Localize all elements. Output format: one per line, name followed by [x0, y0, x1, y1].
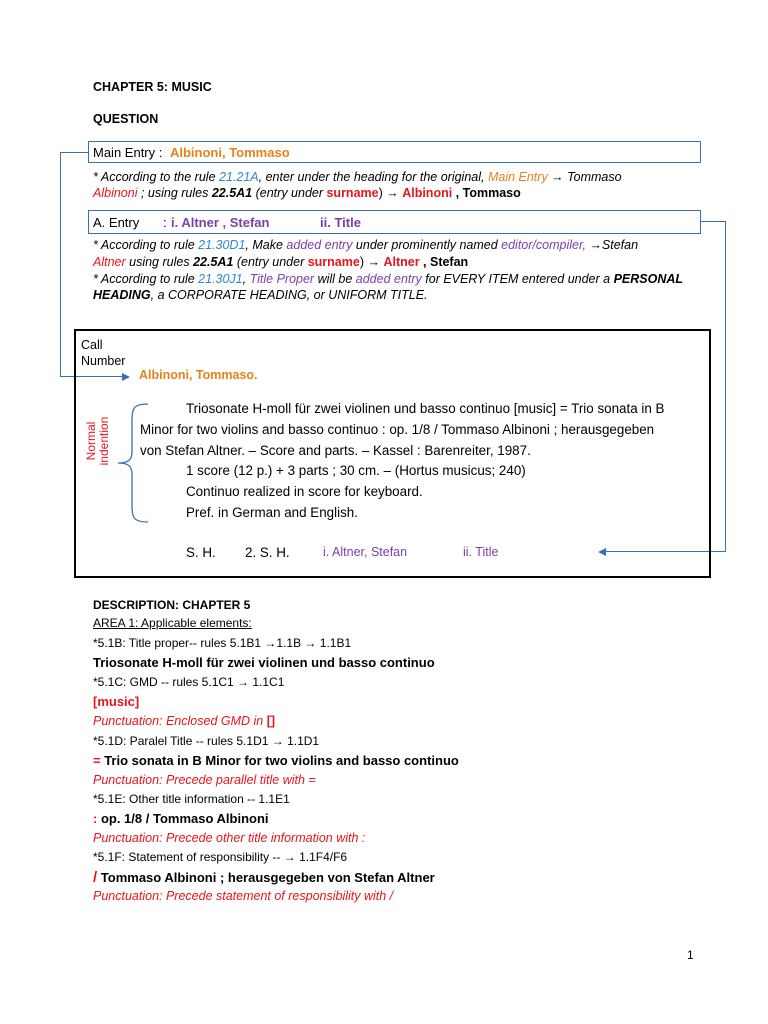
note-text: under prominently named [352, 238, 502, 252]
note-text: ) → [359, 255, 384, 269]
tracing-sh-1: S. H. [186, 545, 216, 560]
added-entry-label: A. Entry [93, 215, 140, 230]
main-entry-note-line2 [93, 186, 521, 200]
card-collation: 1 score (12 p.) + 3 parts ; 30 cm. – (Hortus musicus; 240) [186, 463, 526, 478]
curly-brace-icon [112, 402, 152, 524]
value-other-title [93, 811, 269, 826]
note-text: * According to the rule [93, 170, 219, 184]
forename-value: , Tommaso [452, 186, 521, 200]
note-text: will be [314, 272, 356, 286]
connector-added-top [701, 221, 726, 222]
punct-symbol: : [93, 811, 98, 826]
connector-main-top [60, 152, 89, 153]
punct-parallel-title: Punctuation: Precede parallel title with = [93, 773, 316, 787]
added-entry-note-line3 [93, 272, 683, 286]
call-number-label [81, 337, 125, 369]
name-term: Altner [93, 255, 126, 269]
note-text: * According to rule [93, 272, 199, 286]
personal-term: PERSONAL [613, 272, 684, 286]
description-title: DESCRIPTION: CHAPTER 5 [93, 598, 251, 612]
note-text: using rules [125, 255, 194, 269]
punct-responsibility: Punctuation: Precede statement of responsibility with / [93, 889, 394, 903]
note-text: for EVERY ITEM entered under a [421, 272, 614, 286]
tracing-sh-2: 2. S. H. [245, 545, 290, 560]
value-parallel-title [93, 753, 459, 768]
main-entry-label: Main Entry : [93, 145, 163, 160]
title-proper-term: Title Proper [249, 272, 315, 286]
note-text: →Stefan [585, 238, 639, 252]
card-body-line-3: von Stefan Altner. – Score and parts. – Kassel : Barenreiter, 1987. [140, 443, 531, 458]
note-text: → Tommaso [547, 170, 622, 184]
added-entry-term: added entry [286, 238, 353, 252]
punct-symbol: / [93, 869, 98, 886]
punct-other-title: Punctuation: Precede other title information with : [93, 831, 366, 845]
card-note-1: Continuo realized in score for keyboard. [186, 484, 423, 499]
added-entry-note-line4 [93, 288, 428, 302]
note-text: , a CORPORATE HEADING, or UNIFORM TITLE. [150, 288, 428, 302]
note-text: (entry under [252, 186, 327, 200]
note-text: (entry under [233, 255, 308, 269]
tracing-added-2: ii. Title [463, 545, 499, 559]
rule-other-title: *5.1E: Other title information -- 1.1E1 [93, 792, 290, 806]
punct-symbol: [] [266, 714, 276, 728]
other-title-text: op. 1/8 / Tommaso Albinoni [97, 811, 269, 826]
call-label-line: Call [81, 338, 103, 352]
added-entry-term: added entry [355, 272, 422, 286]
main-entry-row [93, 145, 290, 160]
note-text: ; using rules [137, 186, 212, 200]
card-heading: Albinoni, Tommaso. [139, 368, 258, 382]
value-gmd: [music] [93, 694, 140, 709]
punct-symbol: = [93, 753, 101, 768]
punct-text: Punctuation: Enclosed GMD in [93, 714, 267, 728]
added-entry-colon: : [163, 215, 167, 230]
punct-gmd [93, 714, 275, 728]
value-responsibility [93, 869, 435, 886]
side-label-line: indention [97, 416, 111, 466]
card-note-2: Pref. in German and English. [186, 505, 358, 520]
rule-title-proper: *5.1B: Title proper-- rules 5.1B1 →1.1B → 1.1B1 [93, 636, 352, 650]
surname-term: surname [326, 186, 379, 200]
card-body-line-2: Minor for two violins and basso continuo : op. 1/8 / Tommaso Albinoni ; herausgegeben [140, 422, 655, 437]
note-text: , enter under the heading for the original, [258, 170, 488, 184]
rule-gmd: *5.1C: GMD -- rules 5.1C1 → 1.1C1 [93, 675, 285, 689]
side-label-line: Normal [84, 421, 98, 461]
rule-ref: 21.30D1 [198, 238, 246, 252]
rule-ref: 21.21A [219, 170, 259, 184]
rule-ref: 22.5A1 [211, 186, 253, 200]
forename-value: , Stefan [419, 255, 469, 269]
rule-parallel-title: *5.1D: Paralel Title -- rules 5.1D1 → 1.1D1 [93, 734, 320, 748]
question-heading: QUESTION [93, 112, 159, 126]
main-entry-note-line1 [93, 170, 622, 184]
surname-value: Albinoni [402, 186, 453, 200]
added-entry-note-line1 [93, 238, 638, 252]
added-entry-item-2: ii. Title [320, 215, 361, 230]
surname-value: Altner [383, 255, 420, 269]
editor-term: editor/compiler, [501, 238, 586, 252]
connector-added-vertical [725, 221, 726, 552]
responsibility-text: Tommaso Albinoni ; herausgegeben von Stefan Altner [97, 870, 435, 885]
surname-term: surname [307, 255, 360, 269]
tracing-added-1 [323, 545, 407, 559]
connector-main-vertical [60, 152, 61, 377]
note-text: * According to rule [93, 238, 199, 252]
main-entry-term: Main Entry [487, 170, 548, 184]
main-entry-value: Albinoni, Tommaso [169, 145, 290, 160]
call-label-line: Number [81, 354, 126, 368]
tracing-added-1-text: i. Altner, Stefan [323, 545, 408, 559]
heading-term: HEADING [93, 288, 151, 302]
value-title-proper: Triosonate H-moll für zwei violinen und basso continuo [93, 655, 435, 670]
chapter-title: CHAPTER 5: MUSIC [93, 80, 212, 94]
note-text: ) → [378, 186, 403, 200]
page-number: 1 [687, 948, 694, 962]
rule-responsibility: *5.1F: Statement of responsibility -- → 1.1F4/F6 [93, 850, 348, 864]
added-entry-note-line2 [93, 255, 468, 269]
added-entry-item-1: i. Altner , Stefan [171, 215, 270, 230]
note-text: , Make [245, 238, 287, 252]
name-term: Albinoni [93, 186, 138, 200]
area-heading: AREA 1: Applicable elements: [93, 616, 252, 630]
normal-indention-label [85, 401, 111, 481]
card-body-line-1: Triosonate H-moll für zwei violinen und basso continuo [music] = Trio sonata in B [186, 401, 665, 416]
rule-ref: 22.5A1 [193, 255, 234, 269]
note-text: , [242, 272, 250, 286]
rule-ref: 21.30J1 [198, 272, 243, 286]
parallel-title-text: Trio sonata in B Minor for two violins and basso continuo [100, 753, 459, 768]
